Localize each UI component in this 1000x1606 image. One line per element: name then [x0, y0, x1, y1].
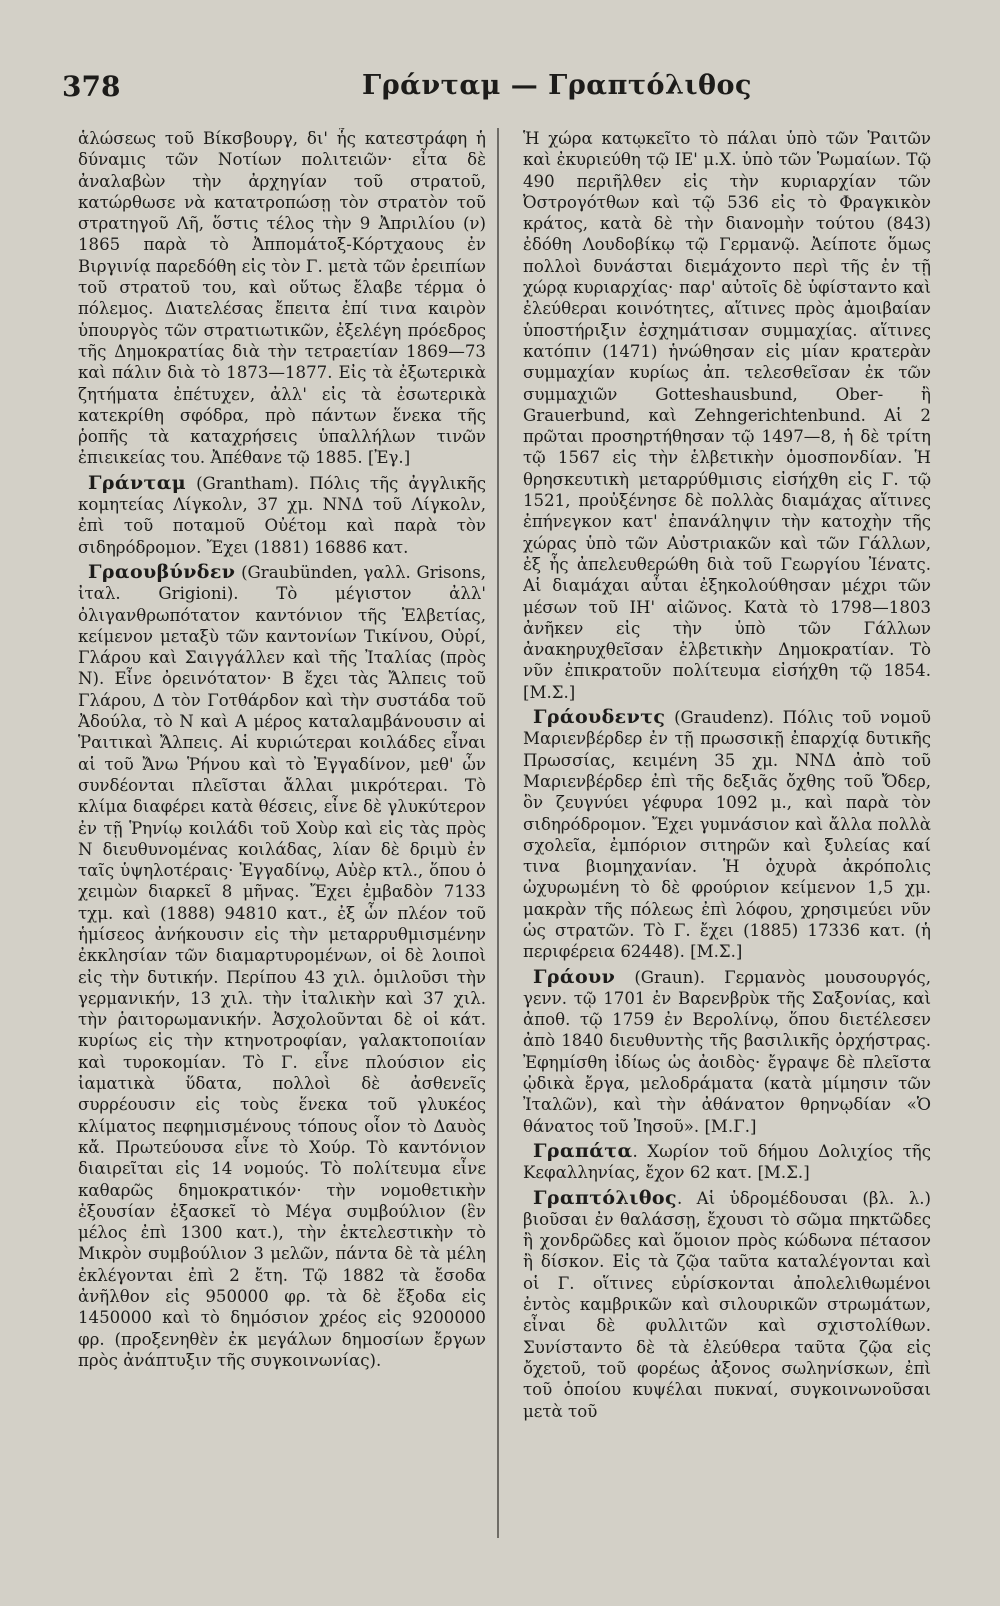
entry-headword: Γραουβύνδεν [88, 560, 236, 583]
running-title: Γράνταμ — Γραπτόλιθος [362, 70, 752, 101]
entry-graudenz [523, 707, 931, 963]
entry-text: (Graudenz). Πόλις τοῦ νομοῦ Μαριενβέρδερ ἐν τῇ πρωσσικῇ ἐπαρχίᾳ δυτικῆς Πρωσσίας, κειμένη 35 χμ. ΝΝΔ ἀπὸ τοῦ Μαριενβέρδερ ἐπὶ τῆς δεξιᾶς ὄχθης τοῦ Ὄδερ, ὃν ζευγνύει γέφυρα 1092 μ., καὶ παρὰ τὸν σιδηρόδρομον. Ἔχει γυμνάσιον καὶ ἄλλα πολλὰ σχολεῖα, ἐμπόριον σιτηρῶν καὶ ξυλείας καί τινα βιομηχανίαν. Ἡ ὀχυρὰ ἀκρόπολις ὠχυρωμένη τὸ δὲ φρούριον κείμενον 1,5 χμ. μακρὰν τῆς πόλεως ἐπὶ λόφου, χρησιμεύει νῦν ὡς στρατῶν. Τὸ Γ. ἔχει (1885) 17336 κατ. (ἡ περιφέρεια 62448). [Μ.Σ.] [523, 708, 931, 962]
entry-continuation-grant [78, 128, 486, 469]
entry-graubuenden [78, 562, 486, 1371]
entry-text: . Αἱ ὑδρομέδουσαι (βλ. λ.) βιοῦσαι ἐν θαλάσσῃ, ἔχουσι τὸ σῶμα πηκτῶδες ἢ χονδρῶδες καὶ ὅμοιον πρὸς κώδωνα πέτασον ἢ δίσκον. Εἰς τὰ ζῷα ταῦτα καταλέγονται καὶ οἱ Γ. οἵτινες εὑρίσκονται ἀπολελιθωμένοι ἐντὸς καμβρικῶν καὶ σιλουρικῶν στρωμάτων, εἶναι δὲ φυλλιτῶν καὶ σχιστολίθων. Συνίσταντο δὲ τὰ ἐλεύθερα ταῦτα ζῷα εἰς ὄχετοῦ, τοῦ φορέως ἀξονος σωληνίσκων, ἐπὶ τοῦ ὁποίου κυψέλαι πυκναί, συγκοινωνοῦσαι μετὰ τοῦ [523, 1188, 931, 1421]
entry-graun [523, 967, 931, 1137]
left-column [78, 128, 486, 1548]
page-header [62, 70, 942, 114]
entry-text: ἁλώσεως τοῦ Βίκσβουργ, δι' ἧς κατεστράφη ἡ δύναμις τῶν Νοτίων πολιτειῶν· εἶτα δὲ ἀναλαβὼν τὴν ἀρχηγίαν τοῦ στρατοῦ, κατώρθωσε νὰ κατατροπώσῃ τὸν στρατὸν τοῦ στρατηγοῦ Λῆ, ὅστις τέλος τὴν 9 Ἀπριλίου (ν) 1865 παρὰ τὸ Ἀππομάτοξ-Κόρτχαους ἐν Βιργινίᾳ παρεδόθη εἰς τὸν Γ. μετὰ τῶν ἐρειπίων τοῦ στρατοῦ του, καὶ οὕτως ἔλαβε τέρμα ὁ πόλεμος. Διατελέσας ἔπειτα ἐπί τινα καιρὸν ὑπουργὸς τῶν στρατιωτικῶν, ἐξελέγη πρόεδρος τῆς Δημοκρατίας διὰ τὴν τετραετίαν 1869—73 καὶ πάλιν διὰ τὸ 1873—1877. Εἰς τὰ ἐξωτερικὰ ζητήματα ἐπέτυχεν, ἀλλ' εἰς τὰ ἐσωτερικὰ κατεκρίθη σφόδρα, πρὸ πάντων ἕνεκα τῆς ῥοπῆς τὰ καταχρήσεις ὑπαλλήλων τινῶν ἐπιεικείας του. Ἀπέθανε τῷ 1885. [Ἐγ.] [78, 129, 486, 468]
entry-headword: Γραπάτα [533, 1139, 633, 1162]
entry-grapata [523, 1141, 931, 1184]
column-divider [497, 128, 499, 1538]
entry-text: . Χωρίον τοῦ δήμου Δολιχίος τῆς Κεφαλληνίας, ἔχον 62 κατ. [Μ.Σ.] [523, 1141, 931, 1183]
entry-grantham [78, 473, 486, 558]
entry-continuation-graubuenden [523, 128, 931, 703]
entry-headword: Γράνταμ [88, 471, 187, 494]
page-number: 378 [62, 70, 121, 103]
entry-graptolithos [523, 1188, 931, 1422]
entry-headword: Γράουν [533, 965, 616, 988]
entry-text: (Graubünden, γαλλ. Grisons, ἰταλ. Grigioni). Τὸ μέγιστον ἀλλ' ὀλιγανθρωπότατον καντόνιον τῆς Ἑλβετίας, κείμενον μεταξὺ τῶν καντονίων Τικίνου, Οὐρί, Γλάρου καὶ Σαιγγάλλεν καὶ τῆς Ἰταλίας (πρὸς Ν). Εἶνε ὀρεινότατον· Β ἔχει τὰς Ἄλπεις τοῦ Γλάρου, Δ τὸν Γοτθάρδον καὶ τὴν συστάδα τοῦ Ἀδούλα, τὸ Ν καὶ Α μέρος καταλαμβάνουσιν αἱ Ῥαιτικαὶ Ἄλπεις. Αἱ κυριώτεραι κοιλάδες εἶναι αἱ τοῦ Ἄνω Ῥήνου καὶ τὸ Ἐγγαδίνον, μεθ' ὧν συνδέονται πλεῖσται ἄλλαι μικρότεραι. Τὸ κλίμα διαφέρει κατὰ θέσεις, εἶνε δὲ γλυκύτερον ἐν τῇ Ῥηνίῳ κοιλάδι τοῦ Χοὺρ καὶ εἰς τὰς πρὸς Ν διευθυνομένας κοιλάδας, λίαν δὲ δριμὺ ἐν ταῖς ὑψηλοτέραις· Ἐγγαδίνῳ, Αὐὲρ κτλ., ὅπου ὁ χειμὼν διαρκεῖ 8 μῆνας. Ἔχει ἐμβαδὸν 7133 τχμ. καὶ (1888) 94810 κατ., ἐξ ὧν πλέον τοῦ ἡμίσεος ἀνήκουσιν εἰς τὴν μεταρρυθμισμένην ἐκκλησίαν τῶν διαμαρτυρομένων, οἱ δὲ λοιποὶ εἰς τὴν δυτικήν. Περίπου 43 χιλ. ὁμιλοῦσι τὴν γερμανικήν, 13 χιλ. τὴν ἰταλικὴν καὶ 37 χιλ. τὴν ῥαιτορωμανικήν. Ἀσχολοῦνται δὲ οἱ κάτ. κυρίως εἰς τὴν κτηνοτροφίαν, γαλακτοποιίαν καὶ τυροκομίαν. Τὸ Γ. εἶνε πλούσιον εἰς ἰαματικὰ ὕδατα, πολλοὶ δὲ ἀσθενεῖς συρρέουσιν εἰς τοὺς ἕνεκα τοῦ γλυκέος κλίματος πεφημισμένους τόπους οἷον τὸ Δαυὸς κἄ. Πρωτεύουσα εἶνε τὸ Χούρ. Τὸ καντόνιον διαιρεῖται εἰς 14 νομούς. Τὸ πολίτευμα εἶνε καθαρῶς δημοκρατικόν· τὴν νομοθετικὴν ἐξουσίαν ἐξασκεῖ τὸ Μέγα συμβούλιον (ἓν μέλος ἐπὶ 1300 κατ.), τὴν ἐκτελεστικὴν τὸ Μικρὸν συμβούλιον 3 μελῶν, πάντα δὲ τὰ μέλη ἐκλέγονται ἐπὶ 2 ἔτη. Τῷ 1882 τὰ ἔσοδα ἀνῆλθον εἰς 950000 φρ. τὰ δὲ ἔξοδα εἰς 1450000 καὶ τὸ δημόσιον χρέος εἰς 9200000 φρ. (προξενηθὲν ἐκ μεγάλων δημοσίων ἔργων πρὸς ἀνάπτυξιν τῆς συγκοινωνίας). [78, 562, 486, 1370]
entry-headword: Γράουδεντς [533, 706, 666, 729]
right-column [523, 128, 931, 1548]
entry-text: (Graun). Γερμανὸς μουσουργός, γενν. τῷ 1701 ἐν Βαρενβρὺκ τῆς Σαξονίας, καὶ ἀποθ. τῷ 1759 ἐν Βερολίνῳ, ὅπου διετέλεσεν ἀπὸ 1840 διευθυντὴς τῆς βασιλικῆς ὀρχήστρας. Ἐφημίσθη ἰδίως ὡς ἀοιδὸς· ἔγραψε δὲ πλεῖστα ᾠδικὰ ἔργα, μελοδράματα (κατὰ μίμησιν τῶν Ἰταλῶν), καὶ τὴν ἀθάνατον θρηνῳδίαν «Ὁ θάνατος τοῦ Ἰησοῦ». [Μ.Γ.] [523, 967, 931, 1136]
entry-text: (Grantham). Πόλις τῆς ἀγγλικῆς κομητείας Λίγκολν, 37 χμ. ΝΝΔ τοῦ Λίγκολν, ἐπὶ τοῦ ποταμοῦ Οὐέτομ καὶ παρὰ τὸν σιδηρόδρομον. Ἔχει (1881) 16886 κατ. [78, 473, 486, 557]
entry-text: Ἡ χώρα κατῳκεῖτο τὸ πάλαι ὑπὸ τῶν Ῥαιτῶν καὶ ἐκυριεύθη τῷ ΙΕ' μ.Χ. ὑπὸ τῶν Ῥωμαίων. Τῷ 490 περιῆλθεν εἰς τὴν κυριαρχίαν τῶν Ὀστρογότθων καὶ τῷ 536 εἰς τὸ Φραγκικὸν κράτος, κατὰ δὲ τὴν διανομὴν τούτου (843) ἐδόθη Λουδοβίκῳ τῷ Γερμανῷ. Ἀείποτε ὅμως πολλοὶ δυνάσται διεμάχοντο περὶ τῆς ἐν τῇ χώρᾳ κυριαρχίας· παρ' αὐτοῖς δὲ ὑφίσταντο καὶ ἐλεύθεραι κοινότητες, αἵτινες πρὸς ἀμοιβαίαν ὑποστήριξιν ἐσχημάτισαν συμμαχίας. αἵτινες κατόπιν (1471) ἡνώθησαν εἰς μίαν κρατερὰν συμμαχίαν κυρίως ἀπ. τελεσθεῖσαν ἐκ τῶν συμμαχιῶν Gotteshausbund, Ober- ἢ Grauerbund, καὶ Zehngerichtenbund. Αἱ 2 πρῶται προσηρτήθησαν τῷ 1497—8, ἡ δὲ τρίτη τῷ 1567 εἰς τὴν ἑλβετικὴν ὁμοσπονδίαν. Ἡ θρησκευτικὴ μεταρρύθμισις εἰσήχθη εἰς Γ. τῷ 1521, προὐξένησε δὲ πολλὰς διαμάχας αἵτινες ἐπήνεγκον κατ' ἐπανάληψιν τὴν κατοχὴν τῆς χώρας ὑπὸ τῶν Αὐστριακῶν καὶ τῶν Γάλλων, ἐξ ἧς ἀπελευθερώθη διὰ τοῦ Γεωργίου Ἰένατς. Αἱ διαμάχαι αὗται ἐξηκολούθησαν μέχρι τῶν μέσων τοῦ ΙΗ' αἰῶνος. Κατὰ τὸ 1798—1803 ἀνῆκεν εἰς τὴν ὑπὸ τῶν Γάλλων ἀνακηρυχθεῖσαν ἑλβετικὴν Δημοκρατίαν. Τὸ νῦν ἐπικρατοῦν πολίτευμα εἰσήχθη τῷ 1854. [Μ.Σ.] [523, 129, 931, 702]
entry-headword: Γραπτόλιθος [533, 1186, 677, 1209]
